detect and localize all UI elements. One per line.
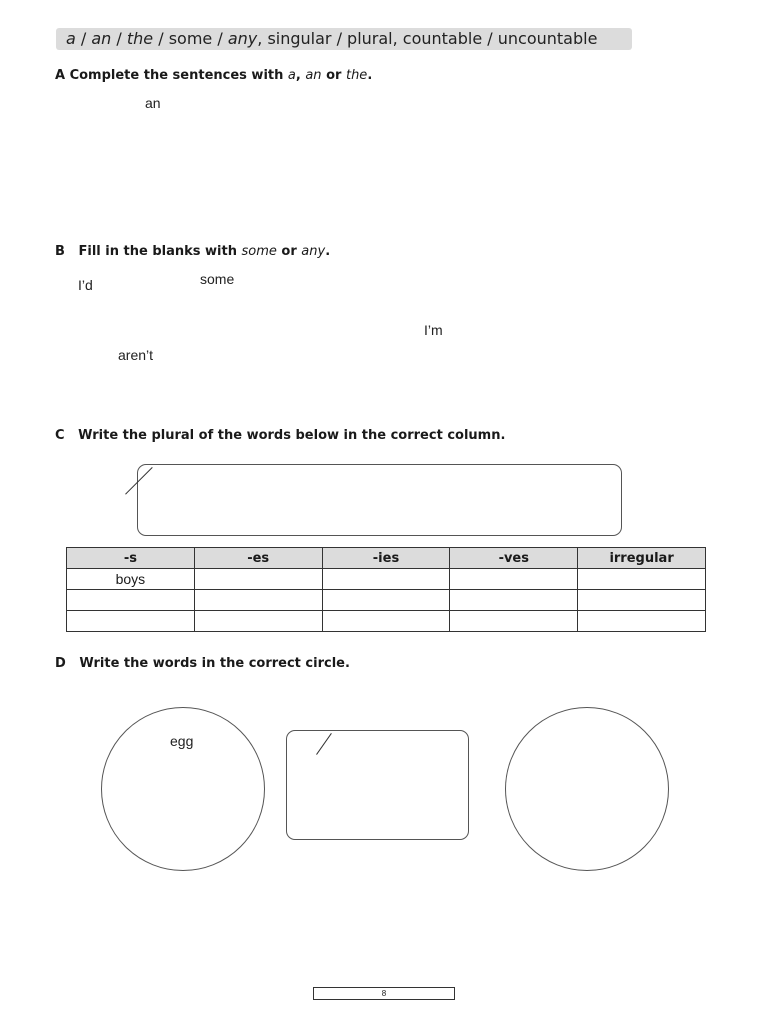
- separator: or: [276, 244, 302, 259]
- title-part: /: [111, 29, 127, 48]
- table-cell[interactable]: [322, 590, 450, 611]
- column-header: -ies: [322, 548, 450, 569]
- section-b-heading-text: Fill in the blanks with: [78, 244, 242, 259]
- title-part: any: [227, 29, 258, 48]
- section-letter: D: [55, 656, 66, 671]
- table-cell[interactable]: [194, 611, 322, 632]
- table-cell[interactable]: [578, 590, 706, 611]
- title-part: an: [91, 29, 112, 48]
- word-im: I’m: [424, 322, 443, 338]
- table-cell[interactable]: [322, 611, 450, 632]
- table-cell[interactable]: [67, 590, 195, 611]
- word-id: I’d: [78, 277, 93, 293]
- pen-stroke-icon: [125, 467, 153, 495]
- option-an: an: [305, 68, 322, 83]
- pen-stroke-icon: [316, 733, 332, 755]
- table-cell[interactable]: [67, 611, 195, 632]
- table-cell[interactable]: [322, 569, 450, 590]
- table-row: [67, 611, 706, 632]
- period: .: [325, 244, 331, 259]
- table-cell[interactable]: [450, 590, 578, 611]
- table-cell[interactable]: [450, 569, 578, 590]
- table-cell[interactable]: [578, 611, 706, 632]
- page-title: [56, 28, 632, 50]
- table-cell[interactable]: [194, 569, 322, 590]
- separator: or: [321, 68, 346, 83]
- table-row: [67, 569, 706, 590]
- option-a: a: [287, 68, 296, 83]
- column-header: -es: [194, 548, 322, 569]
- table-header-row: [67, 548, 706, 569]
- section-a-heading-text: A Complete the sentences with: [55, 68, 288, 83]
- section-c-heading-text: Write the plural of the words below in the correct column.: [78, 428, 506, 443]
- circle-right: [505, 707, 669, 871]
- table-cell[interactable]: [194, 590, 322, 611]
- circle-left: [101, 707, 265, 871]
- column-header: -ves: [450, 548, 578, 569]
- section-letter: C: [55, 428, 65, 443]
- word-box-center: [286, 730, 469, 840]
- plural-table: [66, 547, 706, 632]
- separator: ,: [295, 68, 306, 83]
- page-number: 8: [313, 987, 455, 1000]
- section-b-heading: [55, 244, 330, 259]
- option-any: any: [301, 244, 326, 259]
- column-header: irregular: [578, 548, 706, 569]
- answer-an: an: [145, 95, 161, 111]
- section-letter: B: [55, 244, 65, 259]
- circle-word-egg: egg: [170, 733, 194, 749]
- section-d-heading-text: Write the words in the correct circle.: [79, 656, 350, 671]
- title-part: , singular / plural, countable / uncountable: [257, 29, 598, 48]
- option-some: some: [241, 244, 277, 259]
- word-arent: aren’t: [118, 347, 154, 363]
- column-header: -s: [67, 548, 195, 569]
- word-some: some: [200, 271, 235, 287]
- section-d-heading: [55, 656, 350, 671]
- table-cell[interactable]: boys: [67, 569, 195, 590]
- title-part: a: [66, 29, 76, 48]
- title-part: /: [75, 29, 92, 48]
- period: .: [367, 68, 373, 83]
- title-part: the: [126, 29, 154, 48]
- table-cell[interactable]: [450, 611, 578, 632]
- title-part: / some /: [153, 29, 228, 48]
- section-c-heading: [55, 428, 505, 443]
- option-the: the: [345, 68, 368, 83]
- table-row: [67, 590, 706, 611]
- section-a-heading: [55, 68, 372, 83]
- table-cell[interactable]: [578, 569, 706, 590]
- word-box: [137, 464, 622, 536]
